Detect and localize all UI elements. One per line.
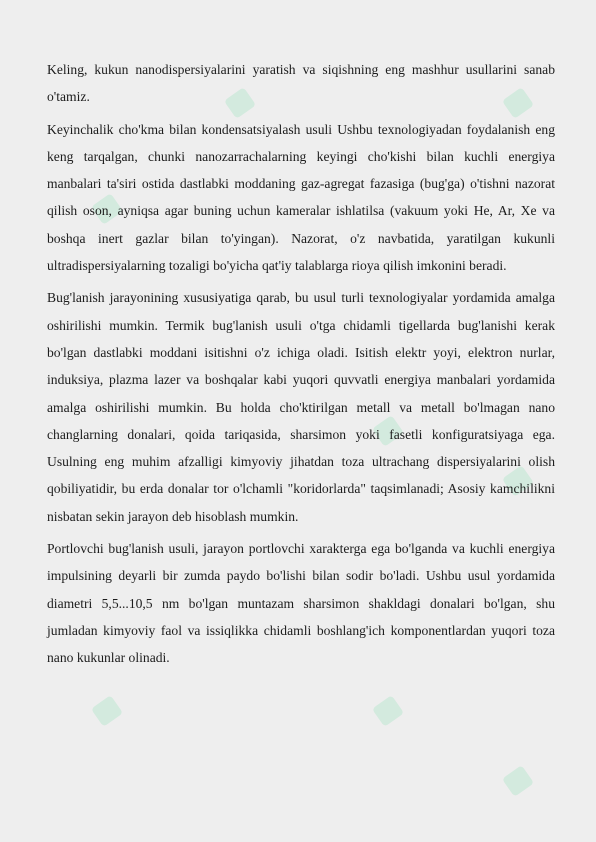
paragraph-intro: Keling, kukun nanodispersiyalarini yaratish va siqishning eng mashhur usullarini sanab o'tamiz. [47,62,555,105]
paragraph-explosive-evaporation: Portlovchi bug'lanish usuli, jarayon portlovchi xarakterga ega bo'lganda va kuchli energiya impulsining deyarli bir zumda paydo bo'lishi bilan sodir bo'ladi. Ushbu usul yordamida diametri 5,5...10,5 nm bo'lgan muntazam sharsimon shakldagi donalari bo'lgan, shu jumladan kimyoviy faol va issiqlikka chidamli boshlang'ich komponentlardan yuqori toza nano kukunlar olinadi. [47,541,555,666]
watermark-mark [372,695,404,727]
paragraph-condensation-method: Keyinchalik cho'kma bilan kondensatsiyalash usuli Ushbu texnologiyadan foydalanish eng keng tarqalgan, chunki nanozarrachalarning keyingi cho'kishi bilan kuchli energiya manbalari ta'siri ostida dastlabki moddaning gaz-agregat fazasiga (bug'ga) o'tishni nazorat qilish oson, ayniqsa agar buning uchun kameralar ishlatilsa (vakuum yoki He, Ar, Xe va boshqa inert gazlar bilan to'yingan). Nazorat, o'z navbatida, yaratilgan kukunli ultradispersiyalarning tozaligi bo'yicha qat'iy talablarga rioya qilish imkonini beradi. [47,121,555,274]
watermark-mark [91,695,123,727]
document-body [47,56,555,677]
paragraph-evaporation-process: Bug'lanish jarayonining xususiyatiga qarab, bu usul turli texnologiyalar yordamida amalga oshirilishi mumkin. Termik bug'lanish usuli o'tga chidamli tigellarda bug'lanishi kerak bo'lgan dastlabki moddani isitishni o'z ichiga oladi. Isitish elektr yoyi, elektron nurlar, induksiya, plazma lazer va boshqalar kabi yuqori quvvatli energiya manbalari yordamida amalga oshirilishi mumkin. Bu holda cho'ktirilgan metall va metall bo'lmagan nano changlarning donalari, qoida tariqasida, sharsimon yoki fasetli konfiguratsiyaga ega. Usulning eng muhim afzalligi kimyoviy jihatdan toza ultrachang dispersiyalarini olish qobiliyatidir, bu erda donalar tor o'lchamli "koridorlarda" taqsimlanadi; Asosiy kamchilikni nisbatan sekin jarayon deb hisoblash mumkin. [47,290,555,524]
watermark-mark [502,765,534,797]
